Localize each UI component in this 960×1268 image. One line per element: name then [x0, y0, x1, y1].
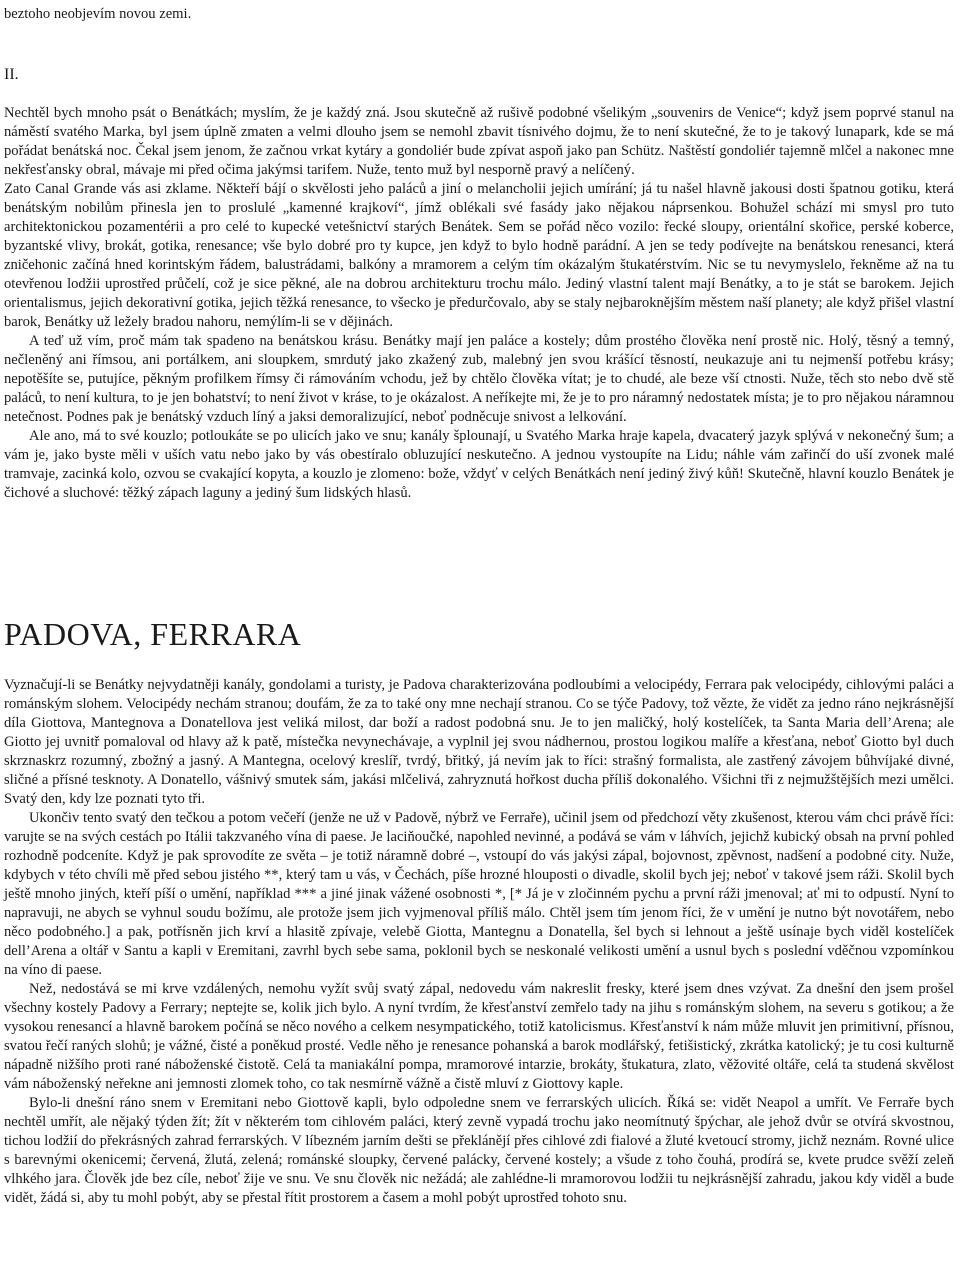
paragraph: Nechtěl bych mnoho psát o Benátkách; myslím, že je každý zná. Jsou skutečně až rušivě podobné všelikým „souvenirs de Venice“; když jsem poprvé stanul na náměstí svatého Marka, byl jsem úplně zmaten a velmi dlouho jsem se nemohl zbavit tísnivého dojmu, že to není skutečné, že to je takový lunapark, kde se má pořádat benátská noc. Čekal jsem jenom, že začnou vrkat kytáry a gondoliér bude zpívat aspoň jako pan Schütz. Naštěstí gondoliér tajemně mlčel a nakonec mne nekřesťansky obral, mávaje mi před očima jakýmsi tarifem. Nuže, tento muž byl nesporně pravý a nelíčený. — [4, 105, 954, 178]
chapter-title: PADOVA, FERRARA — [4, 616, 302, 652]
paragraph: A teď už vím, proč mám tak spadeno na benátskou krásu. Benátky mají jen paláce a kostely; dům prostého člověka není prostě nic. Holý, těsný a temný, nečleněný ani římsou, ani portálkem, ani sloupkem, smrdutý jako zkažený zub, malebný jen svou krášící těsností, neukazuje ani tu nejmenší potřebu krásy; nepotěšíte se, putujíce, pěkným profilkem římsy či rámováním vchodu, jež by chtělo člověka vítat; je to chudé, ale beze vší ctnosti. Nuže, těch sto nebo dvě stě paláců, to není kultura, to je jen bohatství; to není život v kráse, to je okázalost. A neříkejte mi, že je to pro náramný nedostatek místa; je to pro nějakou náramnou netečnost. Podnes pak je benátský vzduch líný a jaksi demoralizující, neboť podněcuje snivost a lelkování. — [4, 333, 954, 425]
section-number: II. — [4, 66, 19, 83]
paragraph: Zato Canal Grande vás asi zklame. Někteří bájí o skvělosti jeho paláců a jiní o melancholii jejich umírání; já tu našel hlavně jakousi dosti špatnou gotiku, která benátským nobilům přinesla jen to proslulé „kamenné krajkoví“, jímž oblékali své fasády jako nějakou náprsenkou. Bohužel schází mi smysl pro tuto architektonickou pozamentérii a pro celé to kupecké vetešnictví starých Benátek. Sem se pořád něco vozilo: řecké sloupy, orientální skořice, perské koberce, byzantské vlivy, brokát, gotika, renesance; vše bylo dobré pro ty kupce, jen když to bylo hodně parádní. A jen se tedy podívejte na benátskou renesanci, která zničehonic začíná hned korintským řádem, balustrádami, balkóny a mramorem a celým tím okázalým štukatérstvím. Nic se tu nevymyslelo, řekněme až na tu otevřenou lodžii uprostřed průčelí, což je sice pěkné, ale na dobrou architekturu trochu málo. Jediný vlastní talent mají Benátky, a to je stát se barokem. Jejich orientalismus, jejich dekorativní gotika, jejich těžká renesance, to všecko je předurčovalo, aby se staly nejbaroknějším městem naší planety; ale když přišel vlastní barok, Benátky už ležely bradou nahoru, nemýlím-li se v dějinách. — [4, 181, 954, 330]
continuation-line: beztoho neobjevím novou zemi. — [4, 6, 192, 22]
paragraph: Ukončiv tento svatý den tečkou a potom večeří (jenže ne už v Padově, nýbrž ve Ferraře), učinil jsem od předchozí věty zkušenost, kterou vám chci právě říci: varujte se na svých cestách po Itálii takzvaného vína di paese. Je laciňoučké, napohled nevinné, a podává se vám v láhvích, jejichž kubický obsah na první pohled rozhodně podceníte. Když je pak sprovodíte ze světa – je totiž náramně dobré –, vstoupí do vás jakýsi zápal, bojovnost, zpěvnost, nadšení a podobné city. Nuže, kdybych v této chvíli mě před sebou jistého **, který tam u vás, v Čechách, píše hrozné hlouposti o divadle, skolil bych jej; neboť v takové jsem ráži. Skolil bych ještě mnoho jiných, kteří píší o umění, například *** a jiné jinak vážené osobnosti *, [* Já je v zločinném pychu a první ráži jmenoval; ať mi to odpustí. Nyní to napravuji, ne abych se vyhnul soudu božímu, ale protože jsem jich vyjmenoval příliš málo. Chtěl jsem tím jenom říci, že v umění je nutno být novotářem, nebo něco podobného.] a pak, potřísněn jich krví a hlasitě zpívaje, velebě Giotta, Mantegnu a Donatella, šel bych si lehnout a ještě usínaje bych viděl kostelíček dell’Arena a oltář v Santu a kapli v Eremitani, zavrhl bych sebe sama, poklonil bych se neskonalé velikosti umění a usnul bych s poslední vděčnou vzpomínkou na víno di paese. — [4, 810, 954, 978]
paragraph: Než, nedostává se mi krve vzdálených, nemohu vyžít svůj svatý zápal, nedovedu vám nakreslit fresky, které jsem dnes vzývat. Za dnešní den jsem prošel všechny kostely Padovy a Ferrary; neptejte se, kolik jich bylo. A nyní tvrdím, že křesťanství zemřelo tady na jihu s románským slohem, na severu s gotikou; a že vysokou renesancí a hlavně barokem počíná se něco nového a celkem nesympatického, totiž katolicismus. Křesťanství k nám může mluvit jen primitivní, přísnou, svatou řečí raných slohů; je vážné, čisté a poněkud prosté. Vedle něho je renesance pohanská a barok modlářský, fetišistický, zkrátka katolický; je tu cosi kulturně nápadně nižšího proti rané náboženské čistotě. Celá ta maniakální pompa, mramorové intarzie, brokáty, štukatura, zlato, věžovité oltáře, celá ta studená skvělost vám náboženský neřekne ani jemnosti zlomek toho, co tak nesmírně vážně a čistě mluví z Giottovy kaple. — [4, 981, 954, 1092]
section-body — [4, 104, 954, 503]
paragraph: Bylo-li dnešní ráno snem v Eremitani nebo Giottově kapli, bylo odpoledne snem ve ferrarských ulicích. Říká se: vidět Neapol a umřít. Ve Ferraře bych nechtěl umřít, ale nějaký týden žít; žít v některém tom cihlovém paláci, který zevně vypadá trochu jako neomítnutý špýchar, ale jehož dvůr se otvírá skvostnou, tichou lodžií do překrásných zahrad ferrarských. V líbezném jarním dešti se překlánějí přes cihlové zdi fialové a žluté kvetoucí stromy, jichž neznám. Rovné ulice s barevnými okenicemi; červená, žlutá, zelená; románské sloupky, červené palácky, červené kostely; a všude z toho čouhá, prodírá se, kvete prudce svěží zeleň vlhkého jara. Člověk jde bez cíle, neboť žije ve snu. Ve snu člověk nic nežádá; ale zahlédne-li mramorovou lodžii tu nejkrásnější zahradu, jakou kdy viděl a bude vidět, žádá si, aby tu mohl pobýt, aby se přestal řítit prostorem a časem a mohl pobýt uprostřed tohoto snu. — [4, 1095, 954, 1206]
paragraph: Ale ano, má to své kouzlo; potloukáte se po ulicích jako ve snu; kanály šplounají, u Svatého Marka hraje kapela, dvacaterý jazyk splývá v nekonečný šum; a vám je, jako byste měli v uších vatu nebo jako by vás obestíralo obluzující neskutečno. A jednou vystoupíte na Lidu; náhle vám zařinčí do uší zvonek malé tramvaje, zacinká kolo, ozvou se cvakající kopyta, a kouzlo je zlomeno: bože, vždyť v celých Benátkách není jediný živý kůň! Skutečně, hlavní kouzlo Benátek je čichové a sluchové: těžký zápach laguny a jediný šum lidských hlasů. — [4, 428, 954, 501]
chapter-body — [4, 676, 954, 1208]
paragraph: Vyznačují-li se Benátky nejvydatněji kanály, gondolami a turisty, je Padova charakterizována podloubími a velocipédy, Ferrara pak velocipédy, cihlovými paláci a románským slohem. Velocipédy nechám stranou; doufám, že za to také ony mne nechají stranou. Co se týče Padovy, tož vězte, že vidět za jedno ráno nejkrásnější díla Giottova, Mantegnova a Donatellova jest veliká milost, dar boží a radost podobná snu. Je to jen maličký, holý kostelíček, ta Santa Maria dell’Arena; ale Giotto jej uvnitř pomaloval od hlavy až k patě, místečka nevynechávaje, a vyplnil jej svou nádhernou, prostou logikou malíře a křesťana, neboť Giotto byl duch skrznaskrz rozumný, zbožný a jasný. A Mantegna, ocelový kreslíř, tvrdý, břitký, já nevím jak to říci: strašný formalista, ale zastřený závojem bůhvíjaké divné, sličné a přísné tesknoty. A Donatello, vášnivý smutek sám, jakási mlčelivá, zahryznutá hořkost ducha příliš dokonalého. Všichni tři z nejmužštějších mezi umělci. Svatý den, kdy lze poznati tyto tři. — [4, 677, 954, 807]
